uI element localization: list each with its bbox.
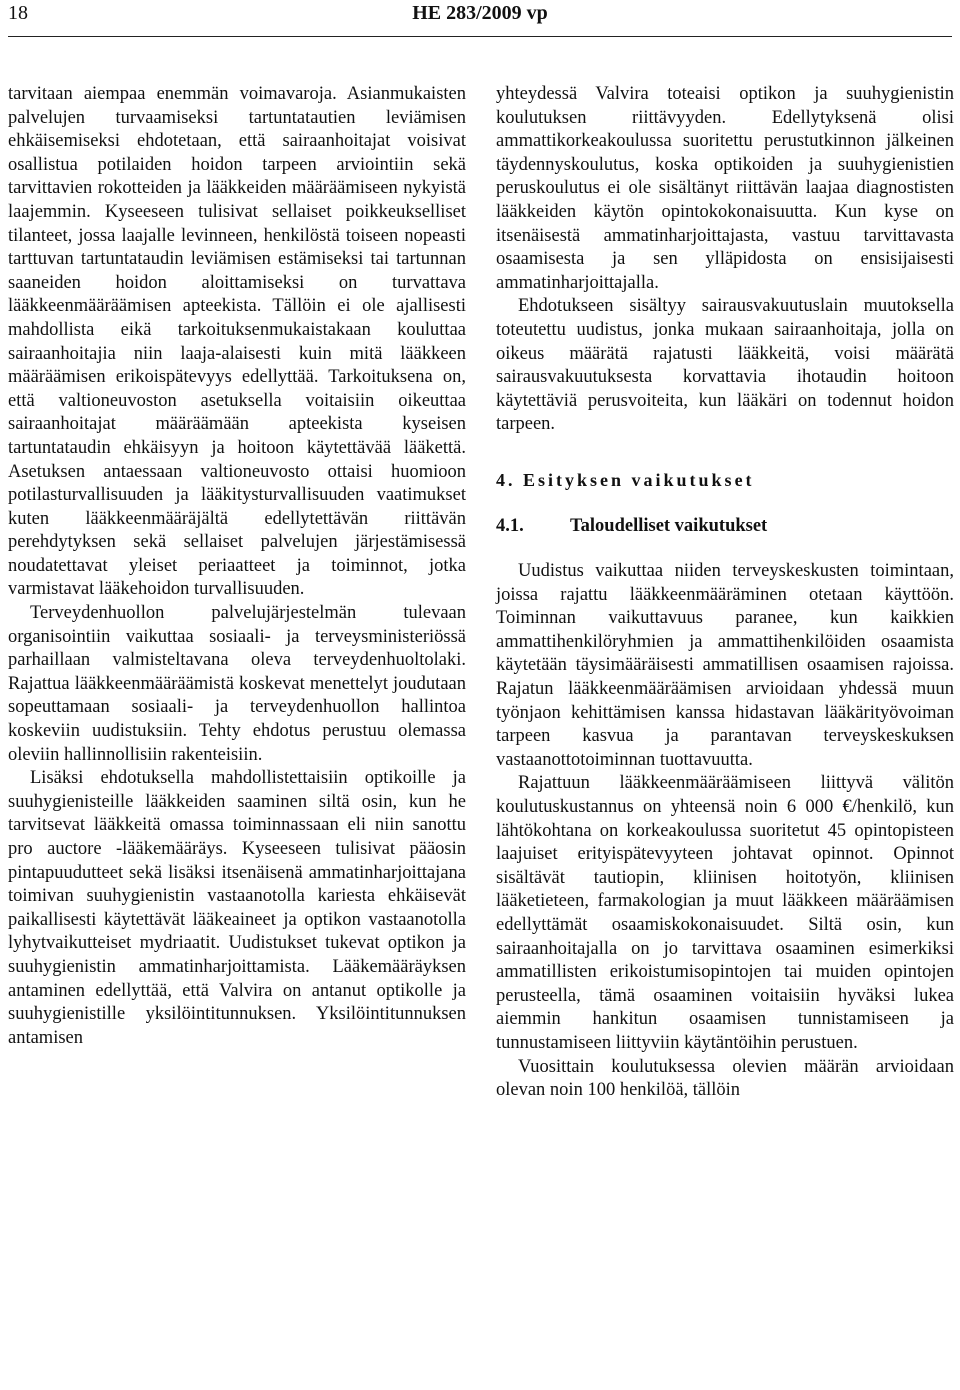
subsection-title: Taloudelliset vaikutukset	[570, 515, 768, 536]
left-column	[8, 83, 466, 1050]
section-heading: 4. Esityksen vaikutukset	[496, 469, 755, 490]
body-paragraph: Lisäksi ehdotuksella mahdollistettaisiin optikoille ja suuhygienisteille lääkkeiden saaminen siltä osin, kun he tarvitsevat lääkkeitä omassa toiminnassaan eli niin sanottu pro auctore -lääkemääräys. Kyseeseen tulisivat pääosin pintapuudutteet sekä lisäksi itsenäisenä ammatinharjoittajana toimivan suuhygienistin vastaanotolla kariesta ehkäisevät paikallisesti käytettävät lääkeaineet ja optikon vastaanotolla lyhytvaikutteiset mydriaatit. Uudistukset tukevat optikon ja suuhygienistin ammatinharjoittamista. Lääkemääräyksen antaminen edellyttää, että Valvira on antanut optikolle ja suuhygienistille yksilöintitunnuksen. Yksilöintitunnuksen antamisen	[8, 768, 466, 1048]
document-identifier: HE 283/2009 vp	[412, 2, 548, 24]
body-paragraph: Ehdotukseen sisältyy sairausvakuutuslain muutoksella toteutettu uudistus, jonka mukaan sairaanhoitaja, jolla on oikeus määrätä rajatusti lääkkeitä, voisi määrätä sairausvakuutuksesta korvattavia ihotaudin hoitoon käytettäviä perusvoiteita, kun lääkäri on todennut hoidon tarpeen.	[496, 296, 954, 435]
body-paragraph: Rajattuun lääkkeenmääräämiseen liittyvä välitön koulutuskustannus on yhteensä noin 6 000 €/henkilö, kun lähtökohtana on korkeakoulussa suoritetut 45 opintopisteen laajuiset erityispätevyyteen johtavat opinnot. Opinnot sisältävät tautiopin, kliinisen hoitotyön, kliinisen lääketieteen, farmakologian ja muut lääkkeen määräämisen edellyttämät osaamiskokonaisuudet. Siltä osin, kun sairaanhoitajalla on jo tarvittava osaaminen esimerkiksi ammatillisten erikoistumisopintojen tai muiden opintojen perusteella, tämä osaaminen voitaisiin hyväksi lukea aiemmin hankitun osaamisen tunnistamiseen ja tunnustamiseen liittyviin käytäntöihin perustuen.	[496, 773, 954, 1053]
right-column	[496, 83, 954, 1103]
header-rule	[8, 36, 952, 37]
subsection-number: 4.1.	[496, 515, 524, 536]
body-paragraph: Uudistus vaikuttaa niiden terveyskeskusten toimintaan, joissa rajattu lääkkeenmääräminen otetaan käyttöön. Toiminnan vaikuttavuus paranee, kun kaikkien ammattihenkilöryhmien ja ammattihenkilöiden osaamista käytetään täysimääräisesti ammatillisen osaamisen rajoissa. Rajatun lääkkeenmääräämisen arvioidaan yhdessä muun työnjaon kehittämisen kanssa hidastavan lääkärityövoiman tarpeen kasvua ja parantavan terveyskeskuksen vastaanottotoiminnan tuottavuutta.	[496, 561, 954, 770]
page-header	[8, 0, 952, 34]
body-paragraph: tarvitaan aiempaa enemmän voimavaroja. Asianmukaisten palvelujen turvaamiseksi tartuntatautien leviämisen ehkäisemiseksi ehdotetaan, että sairaanhoitajat voisivat osallistua potilaiden hoidon tarpeen arviointiin sekä tarvittavien rokotteiden ja lääkkeiden määräämiseen nykyistä laajemmin. Kyseeseen tulisivat sellaiset poikkeukselliset tilanteet, jossa laajalle levinneen, henkilöstä toiseen nopeasti tarttuvan tartuntataudin leviämisen estämiseksi tai tartunnan saaneiden hoidon aloittamiseksi on turvattava lääkkeenmääräämisen apteekista. Tällöin ei ole ajallisesti mahdollista eikä tarkoituksenmukaistakaan kouluttaa sairaanhoitajia niin laaja-alaisesti kuin mitä lääkkeen määräämisen erikoispätevyys edellyttää. Tarkoituksena on, että valtioneuvoston asetuksella voitaisiin oikeuttaa sairaanhoitajat määräämään apteekista kyseisen tartuntataudin ehkäisyyn ja hoitoon käytettävää lääkettä. Asetuksen antaessaan valtioneuvosto ottaisi huomioon potilasturvallisuuden ja lääkitysturvallisuuden vaatimukset kuten lääkkeenmääräjältä edellytettävän riittävän perehdytyksen sekä sellaiset palvelujen järjestämisessä noudatettavat yleiset periaatteet ja toiminnot, jotka varmistavat lääkehoidon turvallisuuden.	[8, 84, 466, 600]
body-paragraph: Terveydenhuollon palvelujärjestelmän tulevaan organisointiin vaikuttaa sosiaali- ja terveysministeriössä parhaillaan valmisteltavana oleva terveydenhuoltolaki. Rajattua lääkkeenmääräämistä koskevat menettelyt joudutaan sopeuttamaan sosiaali- ja terveydenhuollon hallintoa koskeviin uudistuksiin. Tehty ehdotus perustuu olemassa oleviin hallinnollisiin rakenteisiin.	[8, 603, 466, 765]
subsection-heading	[496, 515, 954, 539]
body-paragraph: yhteydessä Valvira toteaisi optikon ja suuhygienistin koulutuksen riittävyyden. Edellytyksenä olisi ammattikorkeakoulussa suoritettu perustutkinnon jälkeinen täydennyskoulutus, koska optikoiden ja suuhygienistien peruskoulutus ei ole sisältänyt riittävän laajaa diagnostisten lääkkeiden käytön opintokokonaisuutta. Kun kyse on itsenäisestä ammatinharjoittajasta, vastuu tarvittavasta osaamisesta ja sen ylläpidosta on ensisijaisesti ammatinharjoittajalla.	[496, 84, 954, 293]
body-paragraph: Vuosittain koulutuksessa olevien määrän arvioidaan olevan noin 100 henkilöä, tällöin	[496, 1056, 954, 1101]
page-number: 18	[8, 2, 28, 24]
